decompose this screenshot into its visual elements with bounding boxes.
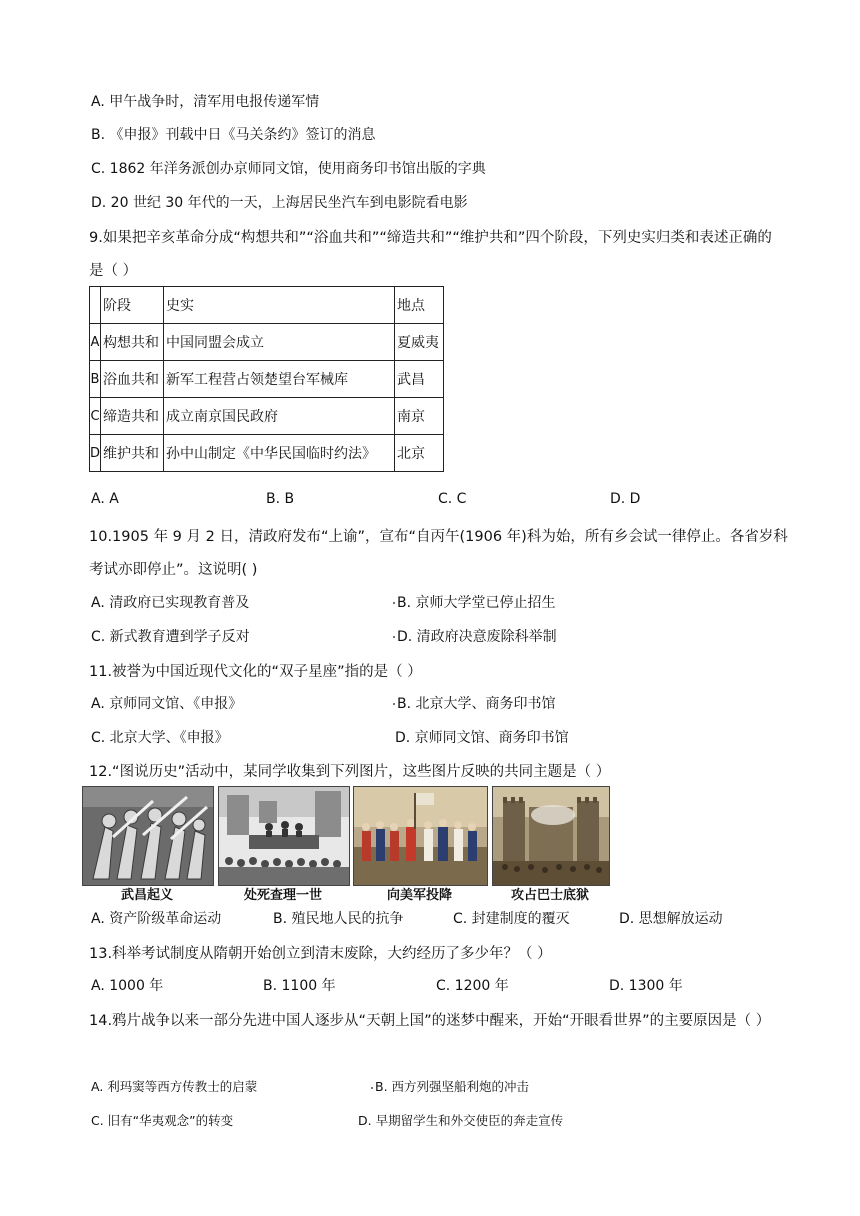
table-cell: 孙中山制定《中华民国临时约法》 [164,435,395,472]
table-header-cell: 阶段 [101,287,164,324]
table-cell: 南京 [395,398,444,435]
q13-option-a: A. 1000 年 [91,978,164,994]
q12-option-a: A. 资产阶级革命运动 [91,911,222,927]
table-cell: A [90,324,101,361]
table-row [90,324,444,361]
table-header-cell [90,287,101,324]
q9-table [89,286,444,472]
q9-option-d: D. D [610,491,641,507]
q9-option-a: A. A [91,491,119,507]
table-cell: 维护共和 [101,435,164,472]
q14-stem: 14.鸦片战争以来一部分先进中国人逐步从“天朝上国”的迷梦中醒来，开始“开眼看世界”的主要原因是（ ） [89,1013,771,1029]
q9-stem-line2: 是（ ） [89,263,138,279]
q10-option-a: A. 清政府已实现教育普及 [91,595,250,611]
caption-wuchang: 武昌起义 [120,888,173,903]
table-cell: 浴血共和 [101,361,164,398]
table-cell: 新军工程营占领楚望台军械库 [164,361,395,398]
q10-option-d [393,626,557,646]
q10-option-c: C. 新式教育遭到学子反对 [91,629,250,645]
q14-option-b [371,1077,529,1095]
table-row [90,361,444,398]
q10-option-d-text: D. 清政府决意废除科举制 [397,629,557,645]
q8-option-d: D. 20 世纪 30 年代的一天，上海居民坐汽车到电影院看电影 [91,195,468,211]
q13-option-d: D. 1300 年 [609,978,683,994]
table-cell: 构想共和 [101,324,164,361]
marker-dot [393,703,395,705]
marker-dot [371,1087,373,1089]
q9-option-b: B. B [266,491,295,507]
q13-option-b: B. 1100 年 [263,978,336,994]
table-cell: 武昌 [395,361,444,398]
table-header-cell: 史实 [164,287,395,324]
q10-stem-line2: 考试亦即停止”。这说明( ) [89,562,258,578]
caption-surrender: 向美军投降 [386,888,452,903]
q11-option-b [393,693,556,713]
table-cell: D [90,435,101,472]
table-cell: 成立南京国民政府 [164,398,395,435]
wuchang-uprising-image [82,786,214,886]
table-cell: 缔造共和 [101,398,164,435]
q11-option-a: A. 京师同文馆、《申报》 [91,696,243,712]
q12-stem: 12.“图说历史”活动中，某同学收集到下列图片，这些图片反映的共同主题是（ ） [89,764,611,780]
surrender-image [353,786,488,886]
marker-dot [393,602,395,604]
table-cell: C [90,398,101,435]
q8-option-b: B. 《申报》刊载中日《马关条约》签订的消息 [91,127,376,143]
q13-stem: 13.科举考试制度从隋朝开始创立到清末废除，大约经历了多少年？（ ） [89,946,552,962]
q14-option-d: D. 早期留学生和外交使臣的奔走宣传 [358,1113,564,1128]
table-header-row [90,287,444,324]
caption-charles: 处死查理一世 [243,888,322,903]
q11-option-c: C. 北京大学、《申报》 [91,730,229,746]
q13-option-c: C. 1200 年 [436,978,509,994]
table-row [90,435,444,472]
q11-option-b-text: B. 北京大学、商务印书馆 [397,696,556,712]
marker-dot [393,636,395,638]
q12-option-b: B. 殖民地人民的抗争 [273,911,404,927]
q8-option-c: C. 1862 年洋务派创办京师同文馆，使用商务印书馆出版的字典 [91,161,486,177]
execution-charles-image [218,786,350,886]
q10-option-b [393,592,556,612]
q10-option-b-text: B. 京师大学堂已停止招生 [397,595,556,611]
table-cell: 中国同盟会成立 [164,324,395,361]
q9-stem-line1: 9.如果把辛亥革命分成“构想共和”“浴血共和”“缔造共和”“维护共和”四个阶段，下列史实归类和表述正确的 [89,230,772,246]
table-cell: B [90,361,101,398]
q14-option-c: C. 旧有“华夷观念”的转变 [91,1113,234,1128]
q11-option-d: D. 京师同文馆、商务印书馆 [395,730,569,746]
q11-stem: 11.被誉为中国近现代文化的“双子星座”指的是（ ） [89,664,422,680]
q12-option-d: D. 思想解放运动 [619,911,723,927]
q12-option-c: C. 封建制度的覆灭 [453,911,570,927]
bastille-image [492,786,610,886]
q9-option-c: C. C [438,491,467,507]
table-header-cell: 地点 [395,287,444,324]
q10-stem-line1: 10.1905 年 9 月 2 日，清政府发布“上谕”，宣布“自丙午(1906 年)科为始，所有乡会试一律停止。各省岁科 [89,529,788,545]
table-cell: 夏威夷 [395,324,444,361]
table-cell: 北京 [395,435,444,472]
q8-option-a: A. 甲午战争时，清军用电报传递军情 [91,94,320,110]
table-row [90,398,444,435]
caption-bastille: 攻占巴士底狱 [510,888,589,903]
q14-option-a: A. 利玛窦等西方传教士的启蒙 [91,1079,258,1094]
q14-option-b-text: B. 西方列强坚船利炮的冲击 [375,1079,530,1094]
